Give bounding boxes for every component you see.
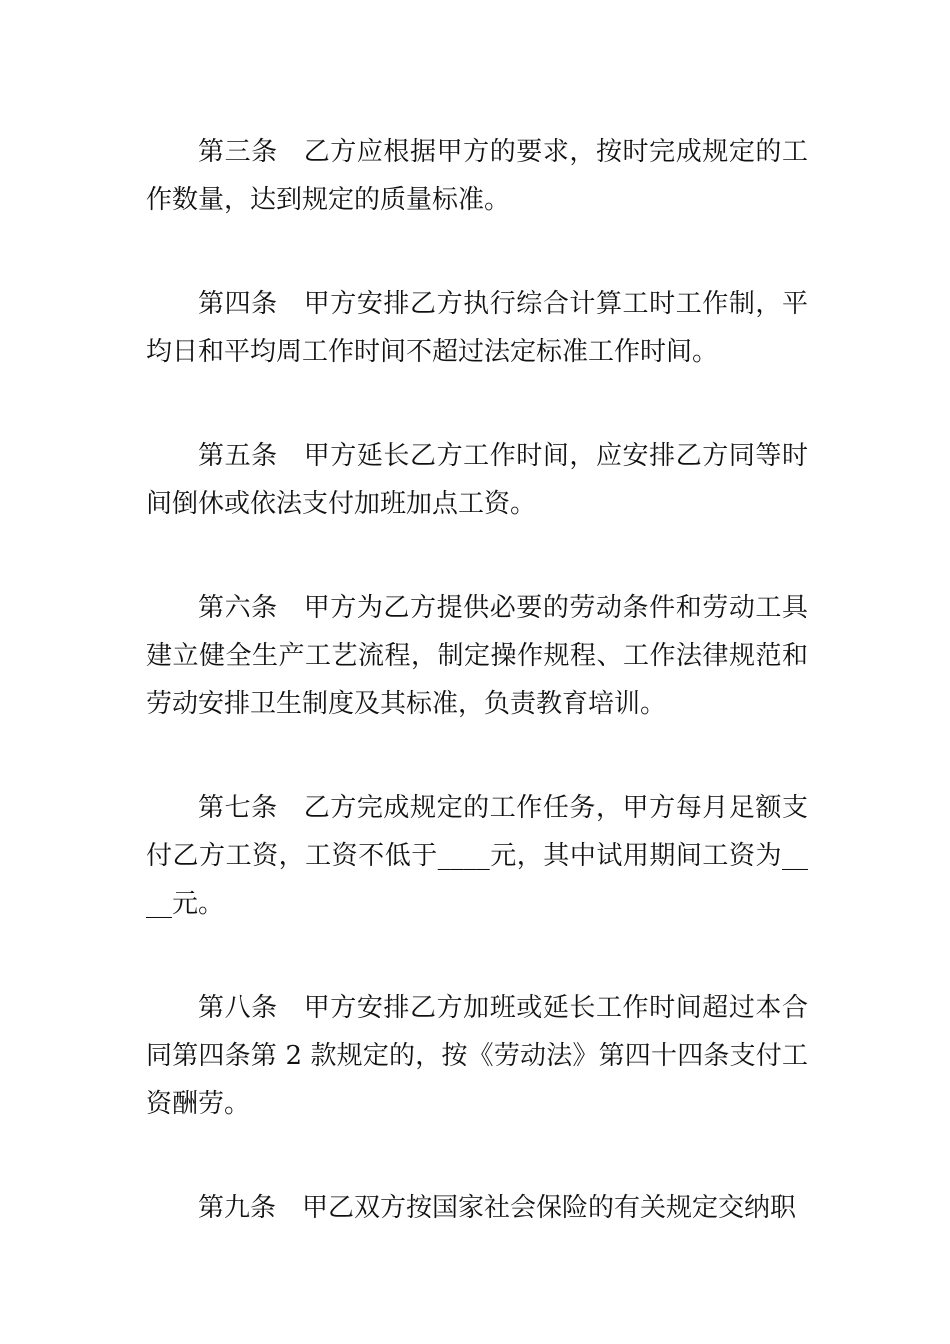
article-5 [146,432,808,528]
article-text: 甲方安排乙方加班或延长工作时间超过本合同第四条第 2 款规定的，按《劳动法》第四十四条支付工资酬劳。 [146,993,808,1119]
article-text: 乙方应根据甲方的要求，按时完成规定的工作数量，达到规定的质量标准。 [146,137,808,215]
article-4 [146,280,808,376]
article-text: 甲乙双方按国家社会保险的有关规定交纳职 [302,1193,797,1223]
article-6 [146,584,808,728]
article-heading: 第七条 [198,793,278,823]
article-heading: 第四条 [198,289,278,319]
article-text: 甲方延长乙方工作时间，应安排乙方同等时间倒休或依法支付加班加点工资。 [146,441,808,519]
article-heading: 第六条 [198,593,278,623]
document-page [146,128,808,1288]
article-heading: 第八条 [198,993,278,1023]
article-heading: 第九条 [198,1193,277,1223]
article-8 [146,984,808,1128]
article-heading: 第三条 [198,137,278,167]
article-3 [146,128,808,224]
article-7 [146,784,808,928]
article-text: 乙方完成规定的工作任务，甲方每月足额支付乙方工资，工资不低于____元，其中试用期间工资为____元。 [146,793,808,919]
article-heading: 第五条 [198,441,278,471]
article-9 [146,1184,808,1232]
article-text: 甲方为乙方提供必要的劳动条件和劳动工具建立健全生产工艺流程，制定操作规程、工作法律规范和劳动安排卫生制度及其标准，负责教育培训。 [146,593,808,719]
article-text: 甲方安排乙方执行综合计算工时工作制，平均日和平均周工作时间不超过法定标准工作时间。 [146,289,808,367]
